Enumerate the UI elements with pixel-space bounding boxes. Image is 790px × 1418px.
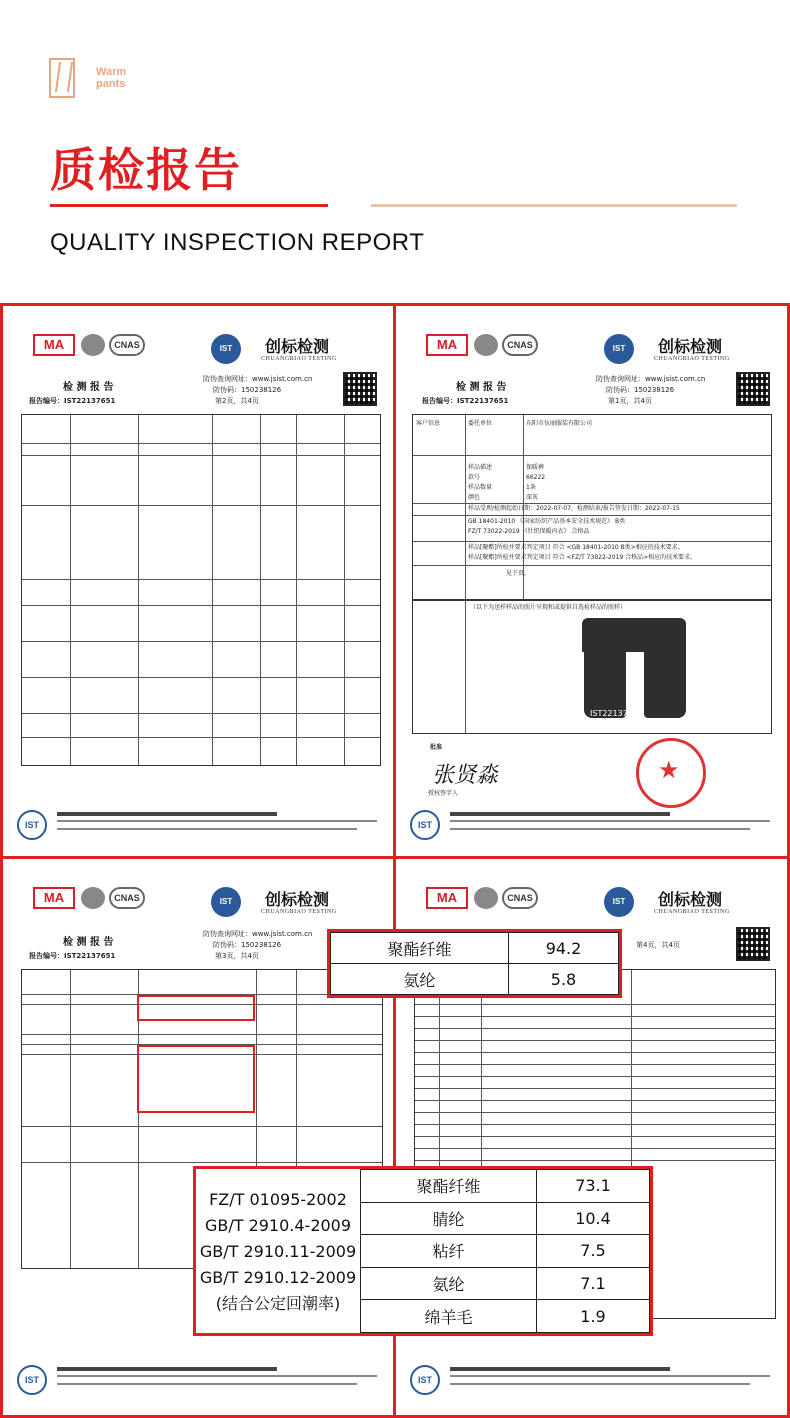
brand-word-1: Warm: [96, 66, 127, 78]
zoom-standard-3: GB/T 2910.11-2009: [199, 1242, 357, 1261]
highlight-box-small: [137, 995, 255, 1021]
label-style-no: 款号: [468, 474, 481, 481]
lab-name-en: CHUANGBIAO TESTING: [654, 356, 730, 362]
stamp-star-icon: ★: [658, 756, 680, 784]
label-sample-desc: 样品描述: [468, 464, 493, 471]
report-number: 报告编号：IST22137651: [29, 397, 116, 405]
dates: 样品受理/检测起始日期：2022-07-07，检测结束/报告签发日期：2022-07-15: [468, 505, 680, 512]
lab-name-en: CHUANGBIAO TESTING: [261, 909, 337, 915]
qty: 1条: [526, 484, 536, 491]
title-divider-orange: [371, 204, 737, 207]
footer-text-line: [57, 1383, 357, 1385]
zoom-large-fiber-3: 粘纤: [361, 1235, 537, 1268]
qr-code-icon: [343, 372, 377, 406]
report-header: [396, 306, 787, 362]
pants-leg-left: [584, 646, 626, 718]
zoom-large-pct-1: 73.1: [537, 1170, 650, 1203]
highlight-box-large: [137, 1045, 255, 1113]
note: 见下页。: [506, 570, 531, 577]
label-client-name: 委托单位: [468, 420, 493, 427]
lab-name: 创标检测: [265, 337, 330, 356]
zoom-composition-large: [193, 1166, 653, 1336]
ilac-logo-icon: [81, 334, 105, 356]
lab-name: 创标检测: [265, 890, 330, 909]
style-no: 66222: [526, 474, 546, 481]
lab-name: 创标检测: [658, 890, 723, 909]
cnas-logo: CNAS: [109, 334, 145, 356]
doc-title: 检 测 报 告: [63, 382, 114, 393]
zoom-large-fiber-2: 腈纶: [361, 1202, 537, 1235]
lab-name-en: CHUANGBIAO TESTING: [654, 909, 730, 915]
cma-logo: MA: [33, 334, 75, 356]
doc-title: 检 测 报 告: [63, 937, 114, 948]
footer-ist-icon: IST: [17, 1365, 47, 1395]
cnas-logo: CNAS: [502, 887, 538, 909]
footer-text-line: [57, 1367, 277, 1371]
footer-text-line: [57, 828, 357, 830]
grid-divider-horizontal: [0, 856, 790, 859]
zoom-small-fiber-1: 聚酯纤维: [331, 933, 509, 964]
sample-tag: IST22137651: [590, 709, 644, 718]
footer-ist-icon: IST: [410, 1365, 440, 1395]
footer-text-line: [450, 828, 750, 830]
zoom-large-pct-2: 10.4: [537, 1202, 650, 1235]
zoom-small-pct-1: 94.2: [509, 933, 619, 964]
ist-seal-icon: IST: [604, 334, 634, 364]
report-number: 报告编号：IST22137651: [422, 397, 509, 405]
zoom-small-pct-2: 5.8: [509, 964, 619, 995]
report-header: [3, 859, 393, 915]
ist-seal-icon: IST: [211, 887, 241, 917]
zoom-standard-5: (结合公定回潮率): [215, 1294, 341, 1313]
page-number: 第1页，共4页: [608, 397, 652, 405]
zoom-large-pct-4: 7.1: [537, 1267, 650, 1300]
ist-seal-icon: IST: [604, 887, 634, 917]
zoom-large-fiber-5: 绵羊毛: [361, 1300, 537, 1333]
client-name: 东阳市伍丽服装有限公司: [526, 420, 593, 427]
zoom-standard-2: GB/T 2910.4-2009: [204, 1216, 352, 1235]
zoom-standard-1: FZ/T 01095-2002: [209, 1190, 347, 1209]
page-title-cn: 质检报告: [50, 143, 242, 197]
authorized-label: 授权签字人: [428, 790, 459, 797]
title-divider-red: [50, 204, 328, 207]
ilac-logo-icon: [81, 887, 105, 909]
basis-2: FZ/T 73022-2019 《针织保暖内衣》 合格品: [468, 528, 590, 535]
cma-logo: MA: [426, 887, 468, 909]
footer-text-line: [450, 1375, 770, 1377]
sample-desc: 保暖裤: [526, 464, 545, 471]
page-number: 第3页，共4页: [215, 952, 259, 960]
signature-icon: 张贤淼: [432, 763, 499, 788]
cma-logo: MA: [426, 334, 468, 356]
lab-name-en: CHUANGBIAO TESTING: [261, 356, 337, 362]
approver-label: 批准: [430, 744, 443, 751]
cnas-logo: CNAS: [502, 334, 538, 356]
lab-name: 创标检测: [658, 337, 723, 356]
zoom-standard-4: GB/T 2910.12-2009: [199, 1268, 357, 1287]
footer-text-line: [57, 820, 377, 822]
footer-text-line: [57, 812, 277, 816]
photo-caption: （以下为送样样品的照片呈现和或提供自选检样品的照样）: [470, 604, 627, 611]
footer-text-line: [57, 1375, 377, 1377]
footer-ist-icon: IST: [17, 810, 47, 840]
verify-site: 防伪查询网址：www.jsist.com.cn: [203, 375, 313, 383]
qr-code-icon: [736, 927, 770, 961]
verify-site: 防伪查询网址：www.jsist.com.cn: [596, 375, 706, 383]
pants-leg-right: [644, 646, 686, 718]
results-table: [21, 414, 381, 766]
cma-logo: MA: [33, 887, 75, 909]
zoom-composition-small: [327, 929, 622, 998]
footer-text-line: [450, 1383, 750, 1385]
cnas-logo: CNAS: [109, 887, 145, 909]
zoom-small-fiber-2: 氨纶: [331, 964, 509, 995]
verify-site: 防伪查询网址：www.jsist.com.cn: [203, 930, 313, 938]
report-header: [396, 859, 787, 915]
label-client: 客户信息: [416, 420, 441, 427]
footer-text-line: [450, 1367, 670, 1371]
basis-1: GB 18401-2010 《国家纺织产品基本安全技术规范》 B类: [468, 518, 626, 525]
report-number: 报告编号：IST22137651: [29, 952, 116, 960]
ist-seal-icon: IST: [211, 334, 241, 364]
report-page-2: [3, 306, 393, 856]
report-page-1: [396, 306, 787, 856]
qr-code-icon: [736, 372, 770, 406]
color: 深灰: [526, 494, 539, 501]
ilac-logo-icon: [474, 334, 498, 356]
brand-word-2: pants: [96, 78, 126, 90]
label-color: 颜色: [468, 494, 481, 501]
page-title-en: QUALITY INSPECTION REPORT: [50, 229, 425, 256]
doc-title: 检 测 报 告: [456, 382, 507, 393]
conclusion-2: 样品[聚酯]所检并要求判定项目 符合 <FZ/T 73022-2019 合格品>相应的技术要求。: [468, 554, 697, 561]
conclusion-1: 样品[聚酯]所检并要求判定项目 符合 <GB 18401-2010 B类>相应的技术要求。: [468, 544, 684, 551]
brand-logo-icon: [49, 58, 75, 98]
label-qty: 样品数量: [468, 484, 493, 491]
zoom-large-fiber-4: 氨纶: [361, 1267, 537, 1300]
verify-code: 防伪码：150238126: [213, 941, 282, 949]
zoom-large-pct-5: 1.9: [537, 1300, 650, 1333]
footer-text-line: [450, 820, 770, 822]
page-number: 第4页，共4页: [636, 941, 680, 949]
verify-code: 防伪码：150238126: [606, 386, 675, 394]
ilac-logo-icon: [474, 887, 498, 909]
verify-code: 防伪码：150238126: [213, 386, 282, 394]
footer-ist-icon: IST: [410, 810, 440, 840]
report-header: [3, 306, 393, 362]
zoom-large-pct-3: 7.5: [537, 1235, 650, 1268]
page-number: 第2页，共4页: [215, 397, 259, 405]
footer-text-line: [450, 812, 670, 816]
zoom-large-fiber-1: 聚酯纤维: [361, 1170, 537, 1203]
